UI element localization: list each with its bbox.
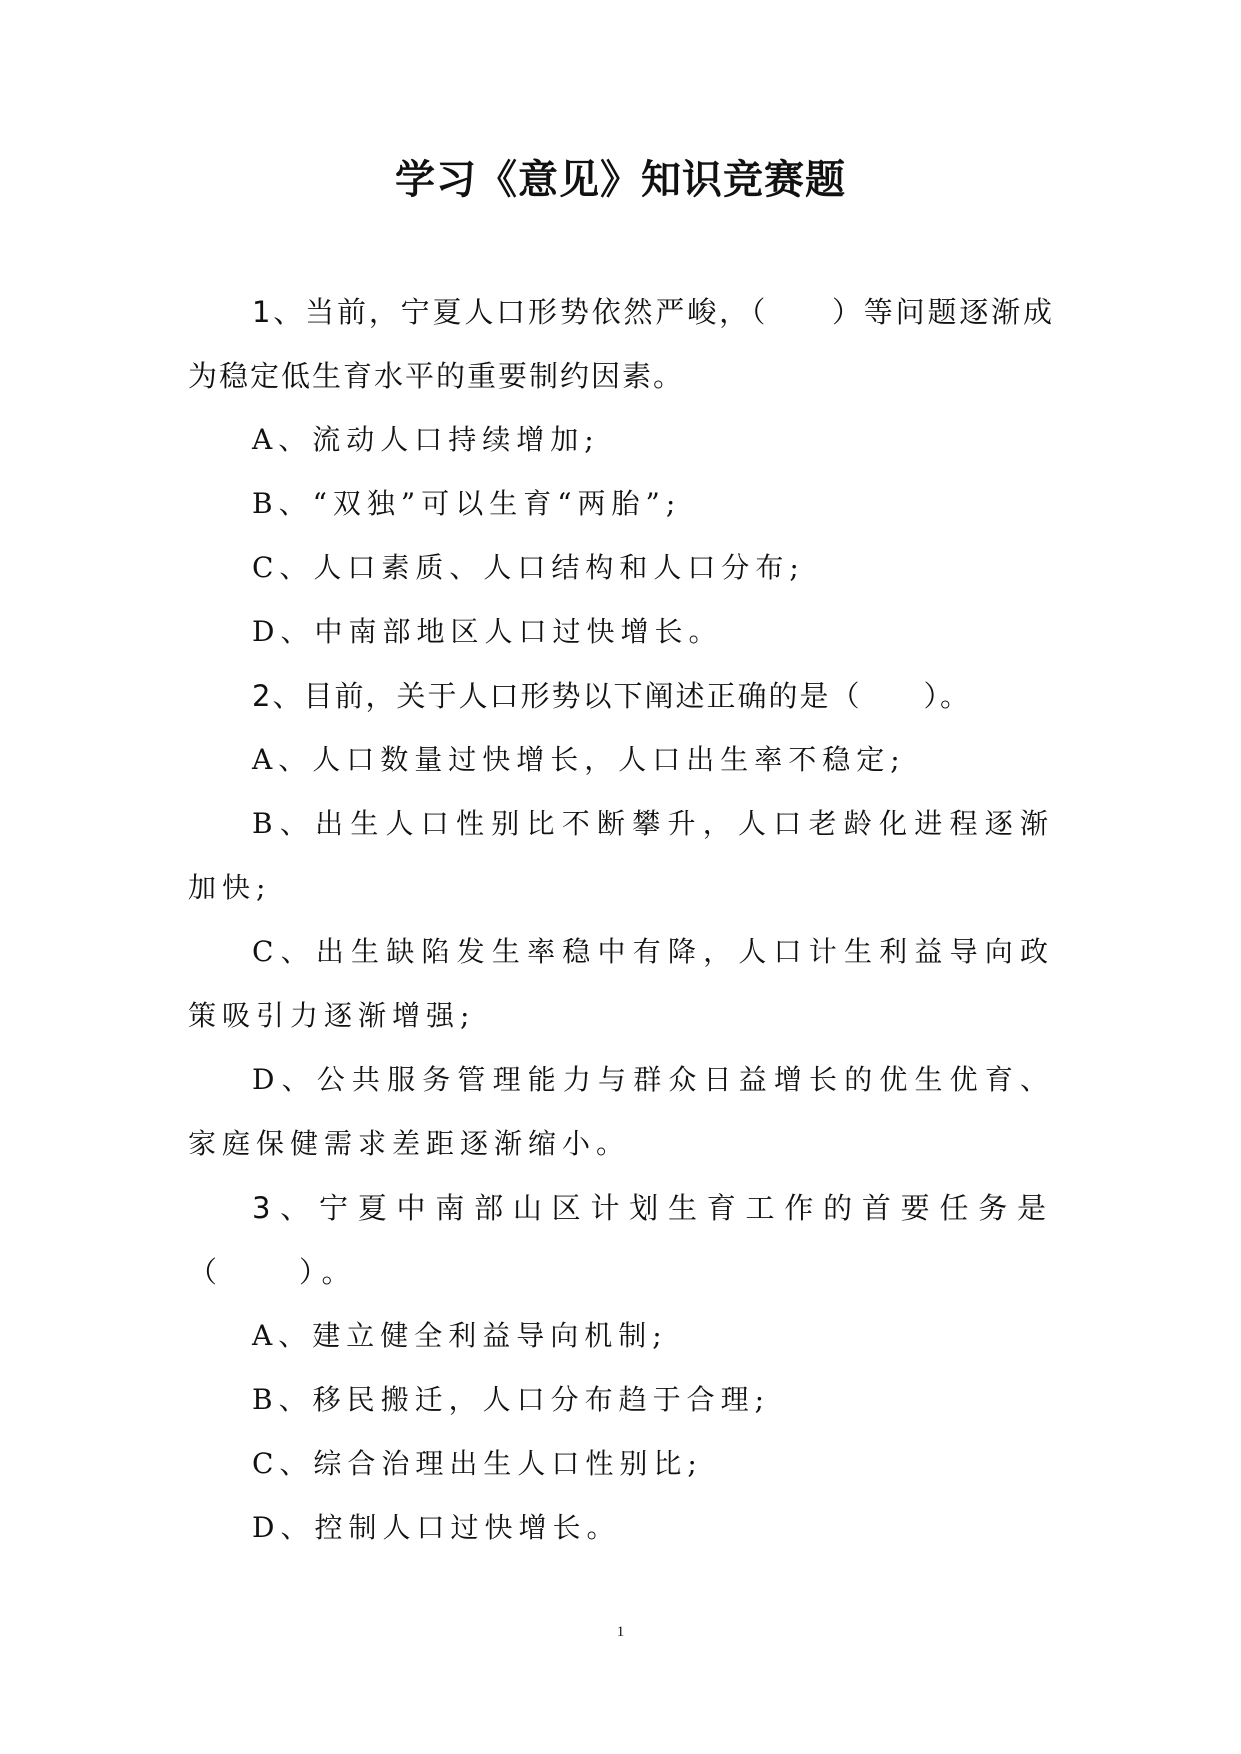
option-b: B、出生人口性别比不断攀升，人口老龄化进程逐渐加快; <box>188 807 1054 904</box>
option-c: C、综合治理出生人口性别比; <box>252 1447 703 1480</box>
question-stem: 2、目前，关于人口形势以下阐述正确的是（ ）。 <box>252 679 971 713</box>
document-title: 学习《意见》知识竞赛题 <box>395 157 846 203</box>
option-b: B、移民搬迁，人口分布趋于合理; <box>252 1383 771 1416</box>
option-a: A、人口数量过快增长，人口出生率不稳定; <box>252 743 906 776</box>
option-a: A、流动人口持续增加; <box>252 423 600 456</box>
option-d: D、控制人口过快增长。 <box>252 1511 621 1544</box>
question-3 <box>188 1176 1054 1560</box>
question-2 <box>188 664 1054 1176</box>
option-c: C、出生缺陷发生率稳中有降，人口计生利益导向政策吸引力逐渐增强; <box>188 935 1054 1032</box>
option-d: D、中南部地区人口过快增长。 <box>252 615 723 648</box>
page-number: 1 <box>616 1624 625 1640</box>
option-c: C、人口素质、人口结构和人口分布; <box>252 551 805 584</box>
question-1 <box>188 280 1054 664</box>
option-b: B、“双独”可以生育“两胎”; <box>252 487 682 520</box>
option-a: A、建立健全利益导向机制; <box>252 1319 668 1352</box>
option-d: D、公共服务管理能力与群众日益增长的优生优育、家庭保健需求差距逐渐缩小。 <box>188 1063 1054 1160</box>
question-stem: 1、当前，宁夏人口形势依然严峻，（ ）等问题逐渐成为稳定低生育水平的重要制约因素。 <box>188 295 1054 393</box>
question-stem: 3、宁夏中南部山区计划生育工作的首要任务是（ ）。 <box>188 1191 1054 1289</box>
document-body <box>188 280 1054 1560</box>
